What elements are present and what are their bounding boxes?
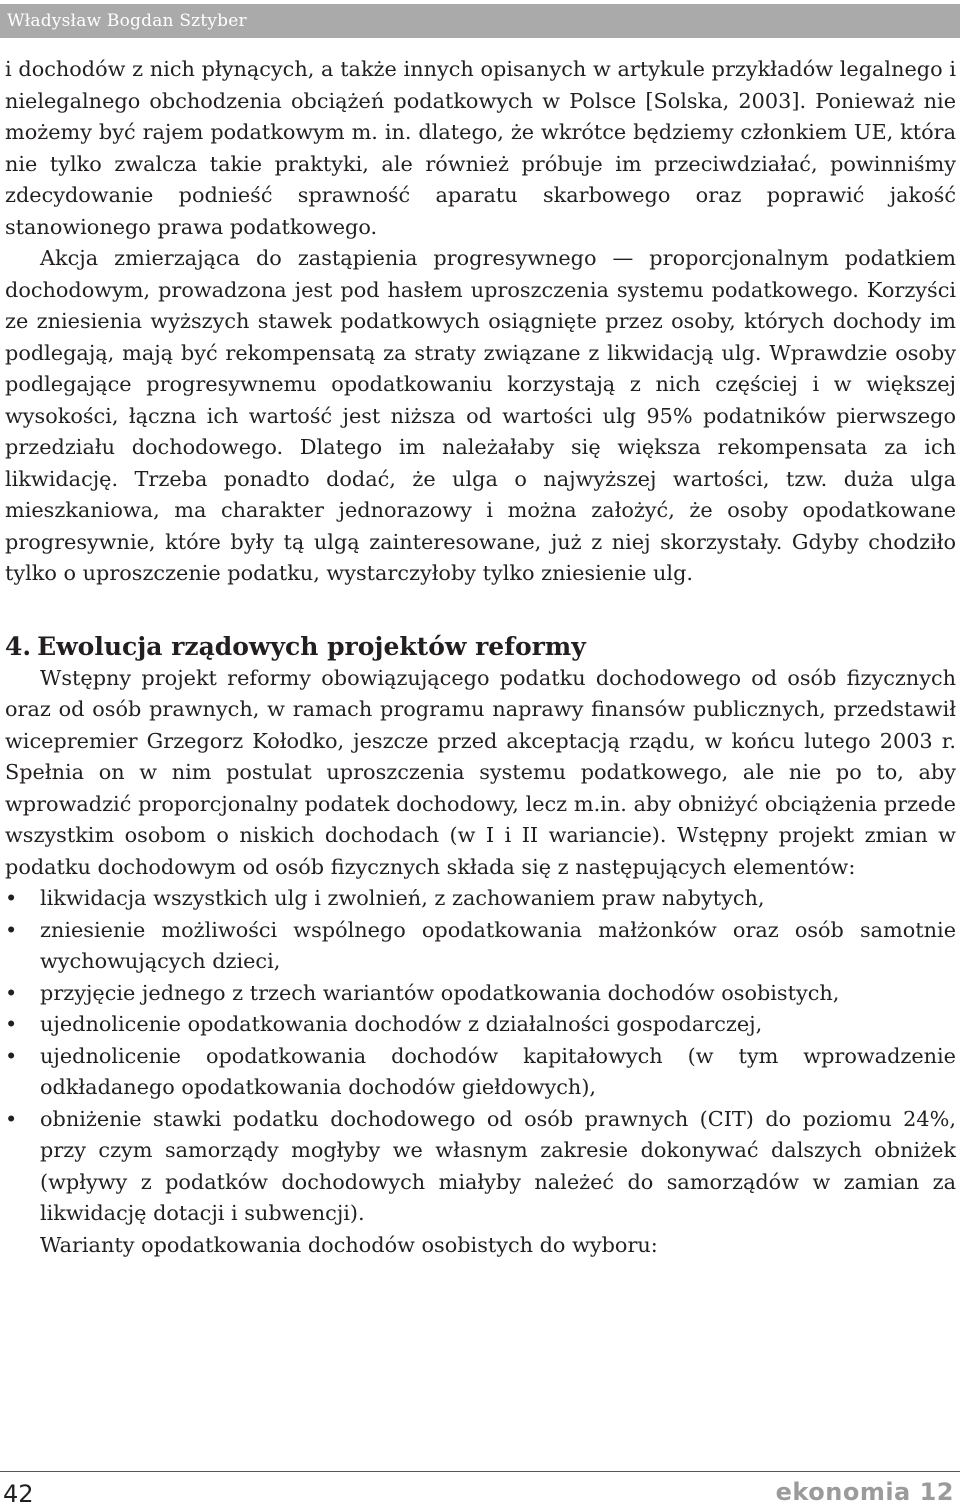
section-intro-paragraph: Wstępny projekt reformy obowiązującego podatku dochodowego od osób fizycznych oraz od osób prawnych, w ramach programu naprawy finansów publicznych, przedstawił wicepremier Grzegorz Kołodko, jeszcze przed akceptacją rządu, w końcu lutego 2003 r. Spełnia on w nim postulat uproszczenia systemu podatkowego, ale nie po to, aby wprowadzić proporcjonalny podatek dochodowy, lecz m.in. aby obniżyć obciążenia przede wszystkim osobom o niskich dochodach (w I i II wariancie). Wstępny projekt zmian w podatku dochodowym od osób fizycznych składa się z następujących elementów: [5,665,956,879]
paragraph: Akcja zmierzająca do zastąpienia progresywnego — proporcjonalnym podatkiem dochodowym, prowadzona jest pod hasłem uproszczenia systemu podatkowego. Korzyści ze zniesienia wyższych stawek podatkowych osiągnięte przez osoby, których dochody im podlegają, mają być rekompensatą za straty związane z likwidacją ulg. Wprawdzie osoby podlegające progresywnemu opodatkowaniu korzystają z nich częściej i w większej wysokości, łączna ich wartość jest niższa od wartości ulg 95% podatników pierwszego przedziału dochodowego. Dlatego im należałaby się większa rekompensata za ich likwidację. Trzeba ponadto dodać, że ulga o najwyższej wartości, tzw. duża ulga mieszkaniowa, ma charakter jednorazowy i można założyć, że osoby opodatkowane progresywnie, które były tą ulgą zainteresowane, już z niej skorzystały. Gdyby chodziło tylko o uproszczenie podatku, wystarczyłoby tylko zniesienie ulg. [5,246,956,585]
closing-paragraph: Warianty opodatkowania dochodów osobistych do wyboru: [40,1232,658,1257]
running-header [0,4,960,38]
list-item [5,1009,956,1041]
section-heading [5,630,956,663]
header-author: Władysław Bogdan Sztyber [7,11,247,31]
list-item [5,978,956,1010]
list-item [5,1104,956,1230]
list-item [5,883,956,915]
article-body [5,54,956,1261]
list-item-text: likwidacja wszystkich ulg i zwolnień, z zachowaniem praw nabytych, [40,886,765,910]
section-title: Ewolucja rządowych projektów reformy [37,631,586,661]
list-item-text: przyjęcie jednego z trzech wariantów opodatkowania dochodów osobistych, [40,980,840,1005]
list-item-text: ujednolicenie opodatkowania dochodów kapitałowych (w tym wprowadzenie odkładanego opodatkowania dochodów giełdowych), [40,1043,956,1099]
footer-divider [0,1471,960,1472]
page-number: 42 [3,1480,34,1508]
journal-name: ekonomia 12 [775,1478,954,1506]
bullet-icon: • [5,1012,18,1036]
section-number: 4. [5,631,32,661]
bullet-icon: • [5,886,18,910]
list-item-text: zniesienie możliwości wspólnego opodatkowania małżonków oraz osób samotnie wychowujących dzieci, [40,917,956,973]
list-item-text: ujednolicenie opodatkowania dochodów z działalności gospodarczej, [40,1012,763,1036]
list-item [5,915,956,978]
paragraph-continued: i dochodów z nich płynących, a także innych opisanych w artykule przykładów legalnego i nielegalnego obchodzenia obciążeń podatkowych w Polsce [Solska, 2003]. Ponieważ nie możemy być rajem podatkowym m. in. dlatego, że wkrótce będziemy członkiem UE, która nie tylko zwalcza takie praktyki, ale również próbuje im przeciwdziałać, powinniśmy zdecydowanie podnieść sprawność aparatu skarbowego oraz poprawić jakość stanowionego prawa podatkowego. [5,57,956,239]
bullet-icon: • [5,1106,18,1131]
bullet-icon: • [5,917,18,942]
list-item-text: obniżenie stawki podatku dochodowego od osób prawnych (CIT) do poziomu 24%, przy czym samorządy mogłyby we własnym zakresie dokonywać dalszych obniżek (wpływy z podatków dochodowych miałyby należeć do samorządów w zamian za likwidację dotacji i subwencji). [40,1106,956,1225]
list-item [5,1041,956,1104]
bullet-icon: • [5,1043,18,1068]
reform-elements-list [5,883,956,1230]
bullet-icon: • [5,980,18,1005]
